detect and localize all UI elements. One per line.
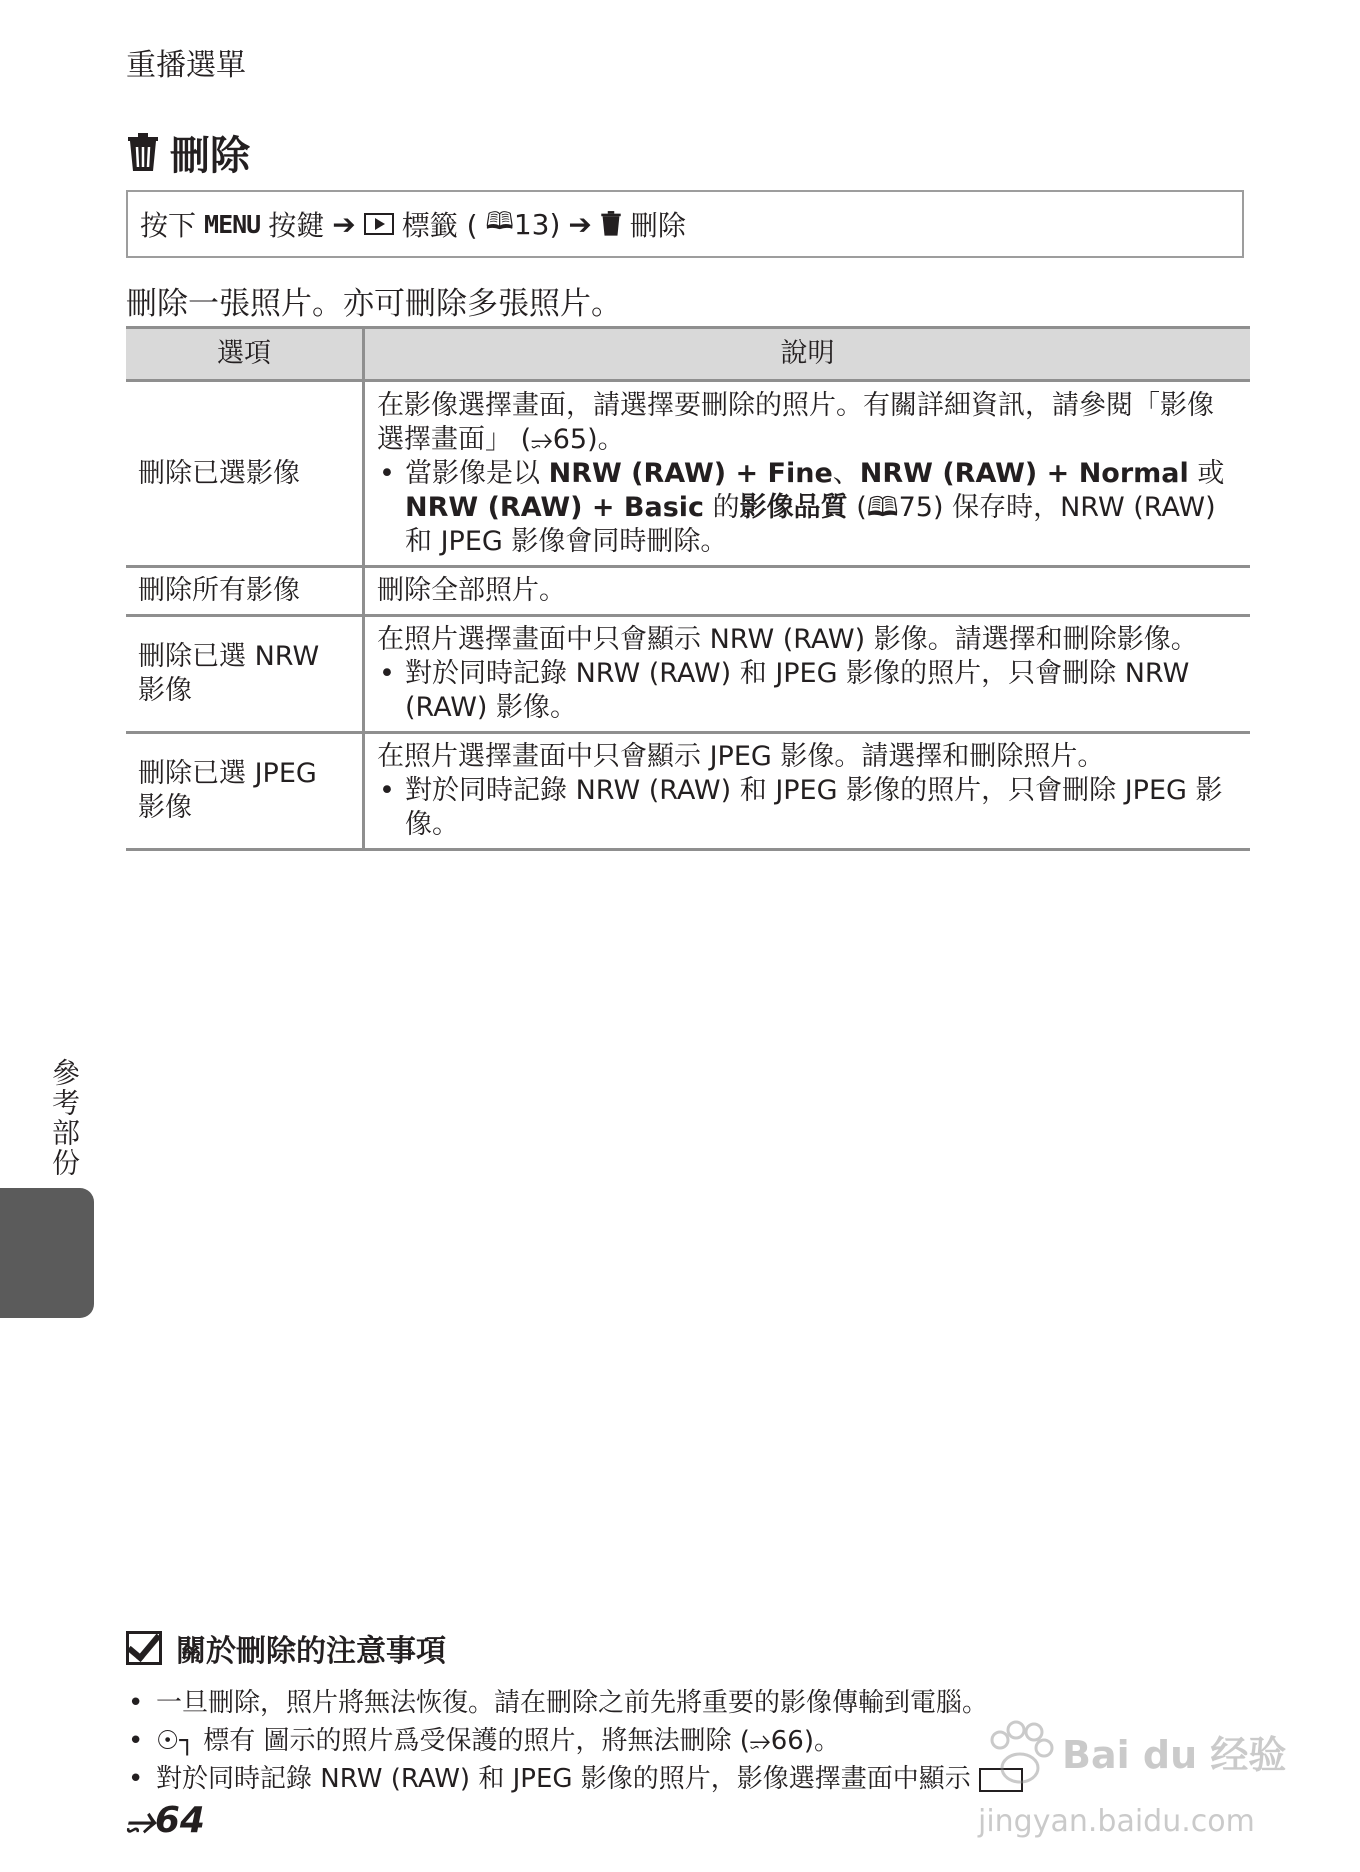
table-row [126, 567, 1250, 616]
bullet-text: 或 [1188, 457, 1225, 489]
page-title [126, 124, 250, 181]
desc-text: 在影像選擇畫面，請選擇要刪除的照片。有關詳細資訊，請參閱「影像選擇畫面」 ( [377, 389, 1214, 455]
note-ref: 66)。 [770, 1726, 840, 1756]
column-header-description: 說明 [364, 328, 1251, 381]
desc-ref: 65)。 [552, 423, 625, 455]
option-cell: 刪除已選 NRW 影像 [126, 616, 364, 733]
bold-term: NRW (RAW) + Basic [405, 491, 705, 523]
note-text: 標有 圖示的照片爲受保護的照片，將無法刪除 ( [203, 1726, 750, 1756]
bullet-text: 當影像是以 [405, 457, 549, 489]
playback-icon [364, 213, 394, 235]
notes-heading [126, 1626, 446, 1670]
description-cell [364, 616, 1251, 733]
nav-press: 按下 [140, 209, 197, 242]
paw-icon [982, 1718, 1058, 1794]
table-row [126, 381, 1250, 567]
list-item [126, 1722, 1023, 1760]
column-header-option: 選項 [126, 328, 364, 381]
notes-list [126, 1684, 1023, 1798]
e-ref-icon: ⭌ [749, 1726, 771, 1756]
bold-term: NRW (RAW) + Fine [548, 457, 833, 489]
intro-text: 刪除一張照片。亦可刪除多張照片。 [126, 286, 622, 322]
watermark [972, 1718, 1292, 1848]
table-row [126, 616, 1250, 733]
trash-icon [600, 211, 622, 237]
arrow-icon: ➔ [568, 207, 592, 241]
side-section-tab [0, 1188, 94, 1318]
nav-ref: 13) [513, 207, 561, 241]
nav-delete: 刪除 [629, 209, 686, 242]
book-ref-icon: 🕮 [485, 206, 514, 235]
bullet-text: 的 [704, 491, 740, 523]
description-cell [364, 733, 1251, 850]
option-cell: 刪除已選 JPEG 影像 [126, 733, 364, 850]
page-number-text: 64 [154, 1800, 205, 1841]
description-cell: 刪除全部照片。 [364, 567, 1251, 616]
page-title-text: 刪除 [170, 133, 250, 179]
page-number [126, 1800, 205, 1842]
option-cell: 刪除已選影像 [126, 381, 364, 567]
protect-key-icon: ☉┐ [156, 1726, 195, 1756]
bullet-text: 75) 保存時，NRW (RAW) 和 JPEG 影像會同時刪除。 [405, 491, 1216, 557]
desc-text: 在照片選擇畫面中只會顯示 JPEG 影像。請選擇和刪除照片。 [377, 741, 1105, 772]
watermark-url: jingyan.baidu.com [978, 1804, 1255, 1839]
bullet-item: • 對於同時記錄 NRW (RAW) 和 JPEG 影像的照片，只會刪除 NRW (RAW) 影像。 [377, 657, 1238, 725]
table-row [126, 733, 1250, 850]
options-table [126, 326, 1250, 851]
bullet-item [377, 457, 1238, 559]
menu-path-box [126, 190, 1244, 258]
bullet-text: ( [847, 491, 867, 523]
bold-term: NRW (RAW) + Normal [859, 457, 1189, 489]
side-section-label: 參考部份 [48, 1058, 81, 1178]
e-ref-icon: ⭌ [531, 423, 553, 455]
nav-button: 按鍵 [268, 209, 325, 242]
checkmark-icon [126, 1631, 162, 1665]
desc-text: 在照片選擇畫面中只會顯示 NRW (RAW) 影像。請選擇和刪除影像。 [377, 624, 1198, 655]
list-item: • 一旦刪除，照片將無法恢復。請在刪除之前先將重要的影像傳輸到電腦。 [126, 1684, 1023, 1722]
bold-term: 影像品質 [739, 491, 848, 523]
e-ref-icon: ⭌ [126, 1800, 155, 1841]
list-item [126, 1760, 1023, 1798]
trash-icon [126, 133, 160, 173]
book-ref-icon: 🕮 [866, 491, 899, 523]
watermark-brand: Bai du 经验 [1062, 1733, 1287, 1777]
notes-heading-text: 關於刪除的注意事項 [176, 1634, 446, 1669]
bullet-item: • 對於同時記錄 NRW (RAW) 和 JPEG 影像的照片，只會刪除 JPEG 影像。 [377, 774, 1238, 842]
description-cell [364, 381, 1251, 567]
nav-tab: 標籤 ( [401, 209, 478, 242]
arrow-icon: ➔ [332, 207, 356, 241]
note-text: 對於同時記錄 NRW (RAW) 和 JPEG 影像的照片，影像選擇畫面中顯示 [156, 1764, 971, 1794]
menu-button-label: MENU [204, 209, 261, 239]
section-header: 重播選單 [126, 48, 246, 83]
option-cell: 刪除所有影像 [126, 567, 364, 616]
bullet-text: 、 [832, 457, 860, 489]
table-header-row [126, 328, 1250, 381]
